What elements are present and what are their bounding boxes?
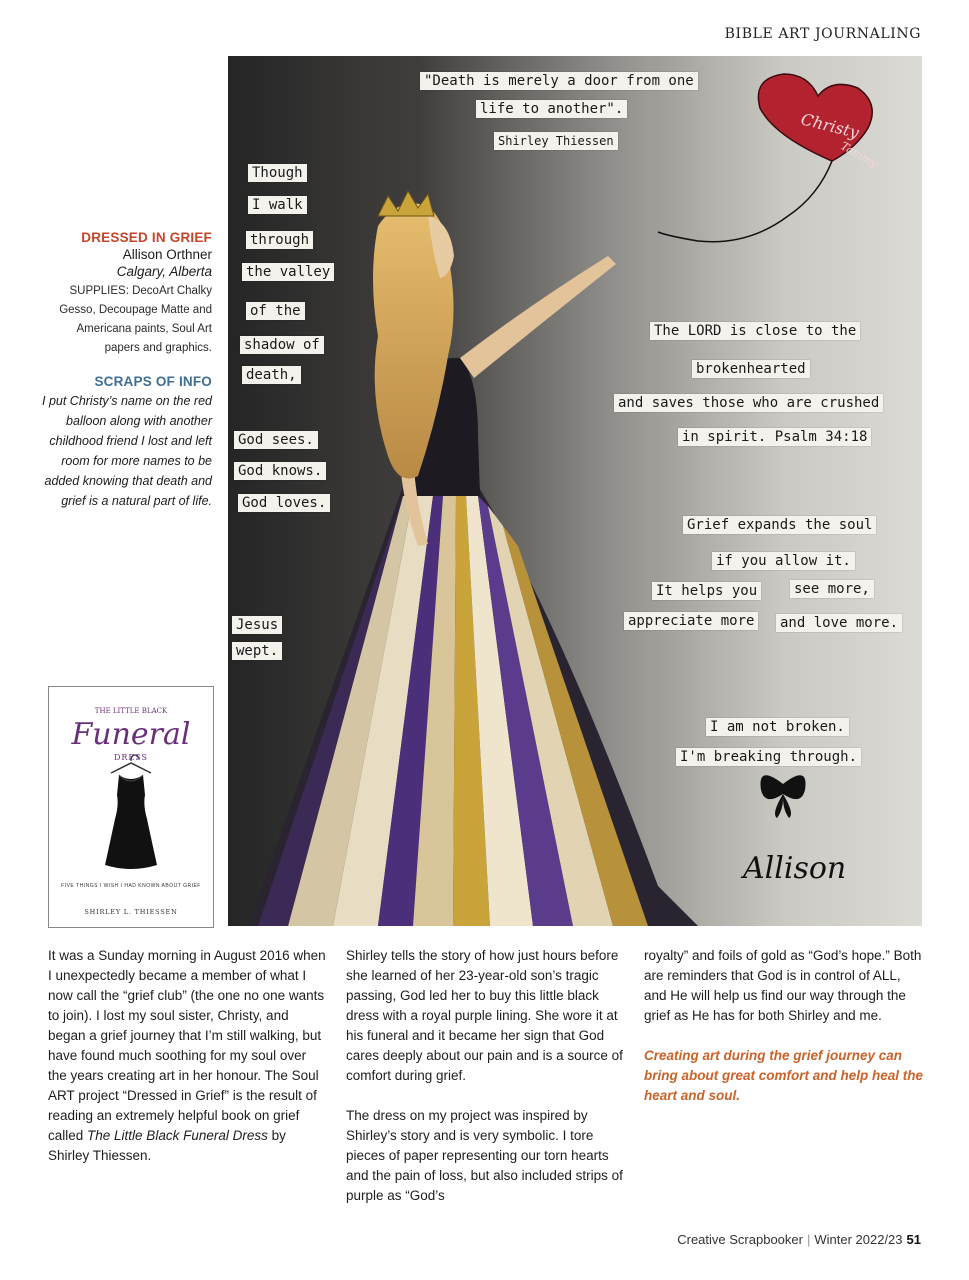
body-col2-paragraph-2: The dress on my project was inspired by Shirley’s story and is very symbolic. I tore pieces of paper representing our torn hearts and the pain of loss, but also included strips of purple as “God’s [346,1108,623,1203]
grief-line-5: appreciate more [624,612,758,630]
project-title: DRESSED IN GRIEF [81,230,212,245]
balloon-name-tammy: Tammy [838,139,880,171]
section-header: BIBLE ART JOURNALING [724,26,921,42]
supplies-text: SUPPLIES: DecoArt Chalky Gesso, Decoupage Matte and Americana paints, Soul Art papers and graphics. [59,285,212,354]
psalm-left-line-4: the valley [242,263,334,281]
lord-line-2: brokenhearted [692,360,810,378]
book-subtitle: FIVE THINGS I WISH I HAD KNOWN ABOUT GRIEF [61,883,201,889]
quote-line-2: life to another". [476,100,627,118]
issue-label: Winter 2022/23 [814,1232,903,1247]
grief-line-2: if you allow it. [712,552,855,570]
book-main-title: Funeral [71,717,191,752]
artist-location: Calgary, Alberta [116,264,212,279]
scraps-title: SCRAPS OF INFO [94,374,212,389]
god-line-2: God knows. [234,462,326,480]
page-footer [677,1232,921,1247]
book-title-reference: The Little Black Funeral Dress [87,1128,268,1143]
god-line-3: God loves. [238,494,330,512]
artwork-painting [228,56,922,926]
broken-line-2: I'm breaking through. [676,748,861,766]
psalm-left-line-3: through [246,231,313,249]
quote-line-1: "Death is merely a door from one [420,72,698,90]
balloon-name-christy: Christy [799,109,861,143]
psalm-left-line-1: Though [248,164,307,182]
grief-line-6: and love more. [776,614,902,632]
body-col3-paragraph-1: royalty” and foils of gold as “God’s hope.” Both are reminders that God is in control of ALL, and He will help us find our way through the grief as He has for both Shirley and me. [644,948,922,1023]
artwork-image [228,56,922,926]
project-sidebar [40,230,212,511]
body-col1-text: It was a Sunday morning in August 2016 when I unexpectedly became a member of what I now call the “grief club” (the one no one wants to join). I lost my soul sister, Christy, and began a grief journey that I’m still walking, but have found much soothing for my soul over the years creating art in her honour. The Soul ART project “Dressed in Grief” is the result of reading an extremely helpful book on grief called [48,948,326,1143]
scraps-text: I put Christy’s name on the red balloon along with another childhood friend I lost and left room for more names to be added knowing that death and grief is a natural part of life. [42,394,212,508]
body-col1-end: by Shirley Thiessen. [48,1128,286,1163]
book-cover [48,686,214,928]
closing-emphasis: Creating art during the grief journey can bring about great comfort and help heal the heart and soul. [644,1048,924,1103]
body-column-2 [346,946,630,1206]
book-small-title: THE LITTLE BLACK [94,707,168,715]
lord-line-3: and saves those who are crushed [614,394,883,412]
grief-line-3: It helps you [652,582,761,600]
lord-line-1: The LORD is close to the [650,322,860,340]
book-author: SHIRLEY L. THIESSEN [84,908,178,916]
body-column-3 [644,946,924,1106]
quote-attribution: Shirley Thiessen [494,132,618,150]
lord-line-4: in spirit. Psalm 34:18 [678,428,871,446]
jesus-line-2: wept. [232,642,282,660]
book-dress-word: DRESS [113,753,149,762]
body-col2-paragraph-1: Shirley tells the story of how just hours before she learned of her 23-year-old son’s tragic passing, God led her to buy this little black dress with a royal purple lining. She wore it at his funeral and it became her sign that God cares deeply about our pain and is a source of comfort during grief. [346,948,623,1083]
artist-signature: Allison [743,851,847,886]
footer-separator: | [806,1232,811,1247]
magazine-name: Creative Scrapbooker [677,1232,803,1247]
body-column-1 [48,946,328,1166]
god-line-1: God sees. [234,431,318,449]
jesus-line-1: Jesus [232,616,282,634]
psalm-left-line-5: of the [246,302,305,320]
psalm-left-line-6: shadow of [240,336,324,354]
broken-line-1: I am not broken. [706,718,849,736]
artist-name: Allison Orthner [122,247,212,262]
page-number: 51 [906,1232,921,1247]
grief-line-4: see more, [790,580,874,598]
grief-line-1: Grief expands the soul [683,516,876,534]
psalm-left-line-2: I walk [248,196,307,214]
psalm-left-line-7: death, [242,366,301,384]
